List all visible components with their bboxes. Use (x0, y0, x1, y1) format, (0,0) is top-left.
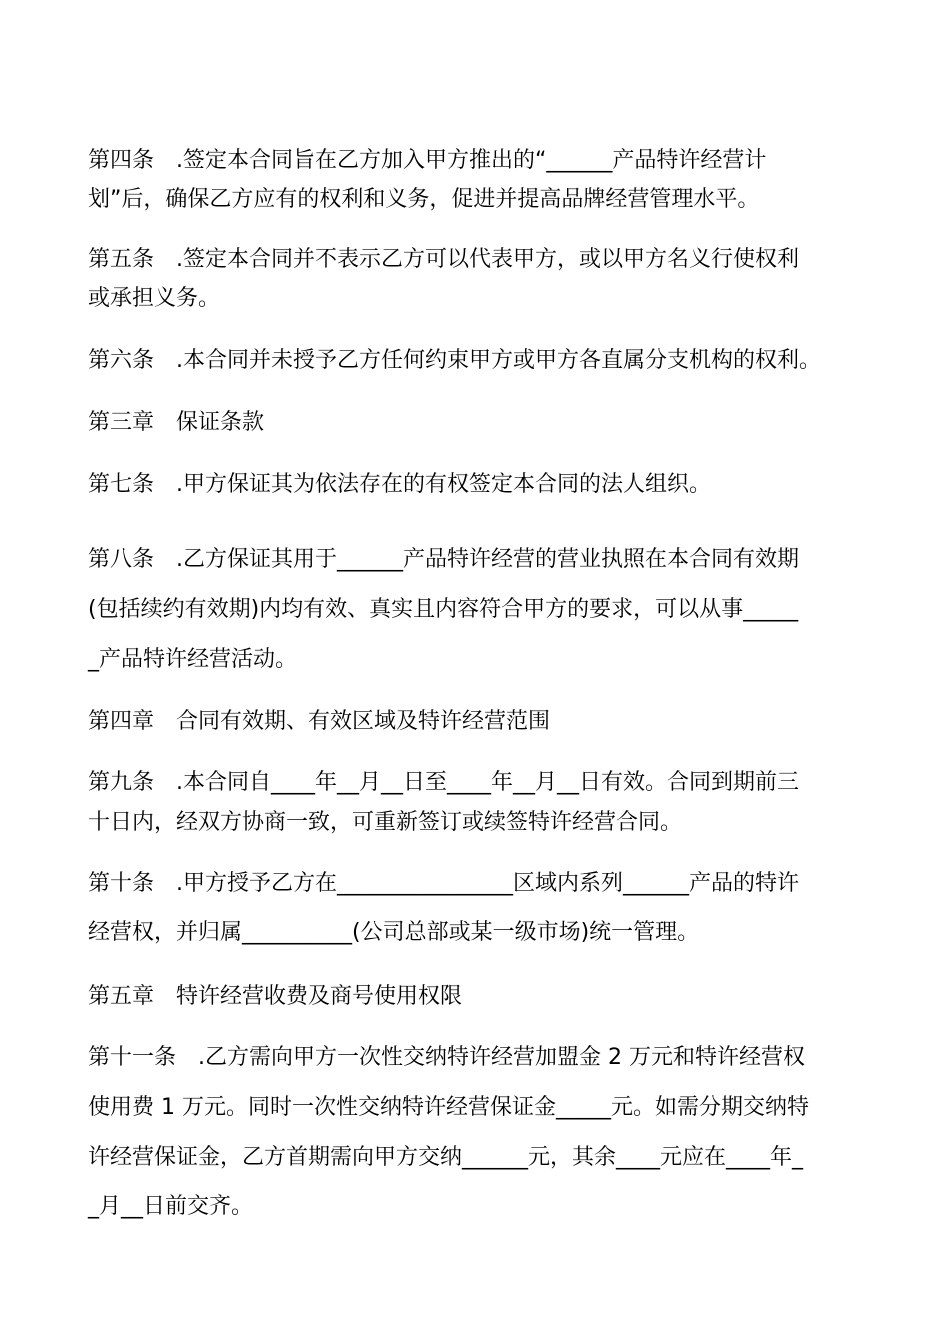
clause-8-line-3: _产品特许经营活动。 (88, 647, 298, 672)
clause-5-line-2: 或承担义务。 (88, 286, 221, 311)
clause-9-line-2: 十日内，经双方协商一致，可重新签订或续签特许经营合同。 (88, 810, 683, 835)
clause-8-line-1: 第八条 .乙方保证其用于______产品特许经营的营业执照在本合同有效期 (88, 547, 799, 572)
clause-10-line-1: 第十条 .甲方授予乙方在________________区域内系列______产品的特许 (88, 871, 799, 896)
clause-8-line-2: (包括续约有效期)内均有效、真实且内容符合甲方的要求，可以从事_____ (88, 597, 799, 622)
clause-4-line-2: 划”后，确保乙方应有的权利和义务，促进并提高品牌经营管理水平。 (88, 187, 760, 212)
clause-11-line-3: 许经营保证金，乙方首期需向甲方交纳______元，其余____元应在____年_ (88, 1145, 804, 1170)
clause-4-line-1: 第四条 .签定本合同旨在乙方加入甲方推出的“______产品特许经营计 (88, 148, 767, 173)
clause-11-line-4: _月__日前交齐。 (88, 1194, 254, 1219)
clause-6-line-1: 第六条 .本合同并未授予乙方任何约束甲方或甲方各直属分支机构的权利。 (88, 348, 821, 373)
clause-11-line-2: 使用费 1 万元。同时一次性交纳特许经营保证金_____元。如需分期交纳特 (88, 1095, 809, 1120)
clause-7-line-1: 第七条 .甲方保证其为依法存在的有权签定本合同的法人组织。 (88, 472, 711, 497)
chapter-3-heading: 第三章 保证条款 (88, 410, 265, 435)
chapter-4-heading: 第四章 合同有效期、有效区域及特许经营范围 (88, 709, 551, 734)
clause-9-line-1: 第九条 .本合同自____年__月__日至____年__月__日有效。合同到期前三 (88, 770, 799, 795)
clause-10-line-2: 经营权，并归属__________(公司总部或某一级市场)统一管理。 (88, 920, 700, 945)
clause-5-line-1: 第五条 .签定本合同并不表示乙方可以代表甲方，或以甲方名义行使权利 (88, 247, 799, 272)
clause-11-line-1: 第十一条 .乙方需向甲方一次性交纳特许经营加盟金 2 万元和特许经营权 (88, 1045, 805, 1070)
chapter-5-heading: 第五章 特许经营收费及商号使用权限 (88, 984, 463, 1009)
